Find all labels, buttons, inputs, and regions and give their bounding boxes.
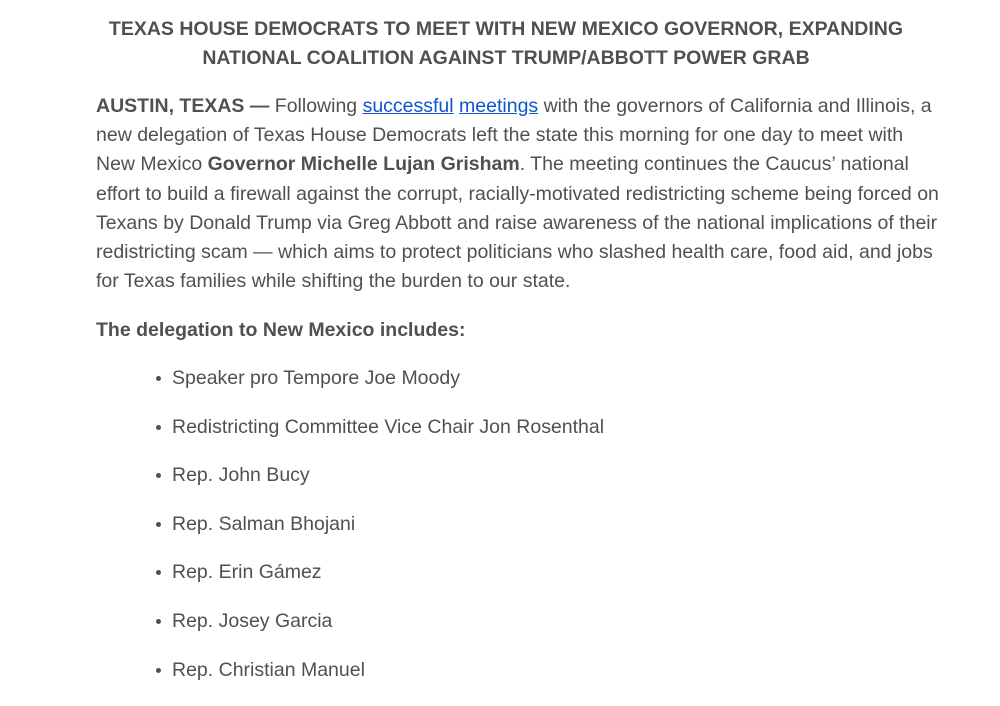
link-successful[interactable]: successful (362, 95, 454, 117)
link-meetings[interactable]: meetings (459, 95, 539, 117)
dateline: AUSTIN, TEXAS — (96, 95, 270, 117)
delegation-member: Rep. Christian Manuel (152, 656, 604, 705)
delegation-member: Redistricting Committee Vice Chair Jon Rosenthal (152, 413, 604, 462)
body-text-2: with the governors of California and Illinois, a new delegation of Texas House Democrats left the state this morning for one day to meet with New Mexico (96, 95, 932, 176)
body-text-3: . The meeting continues the Caucus’ national effort to build a firewall against the corrupt, racially-motivated redistricting scheme being forced on Texans by Donald Trump via Greg Abbott and raise awareness of the national implications of their redistricting scam — which aims to protect politicians who slashed health care, food aid, and jobs for Texas families while shifting the burden to our state. (96, 153, 939, 293)
delegation-member: Rep. Salman Bhojani (152, 510, 604, 559)
headline-line-1: TEXAS HOUSE DEMOCRATS TO MEET WITH NEW MEXICO GOVERNOR, EXPANDING (108, 18, 904, 40)
delegation-list (152, 364, 604, 704)
delegation-member: Rep. John Bucy (152, 461, 604, 510)
governor-name: Governor Michelle Lujan Grisham (207, 153, 520, 176)
body-paragraph (96, 92, 941, 296)
delegation-member: Rep. Josey Garcia (152, 607, 604, 656)
body-text-1: Following (269, 95, 363, 117)
delegation-member: Speaker pro Tempore Joe Moody (152, 364, 604, 413)
headline-line-2: NATIONAL COALITION AGAINST TRUMP/ABBOTT POWER GRAB (202, 47, 810, 69)
delegation-title: The delegation to New Mexico includes: (96, 319, 466, 341)
headline (96, 15, 916, 73)
delegation-member: Rep. Erin Gámez (152, 558, 604, 607)
